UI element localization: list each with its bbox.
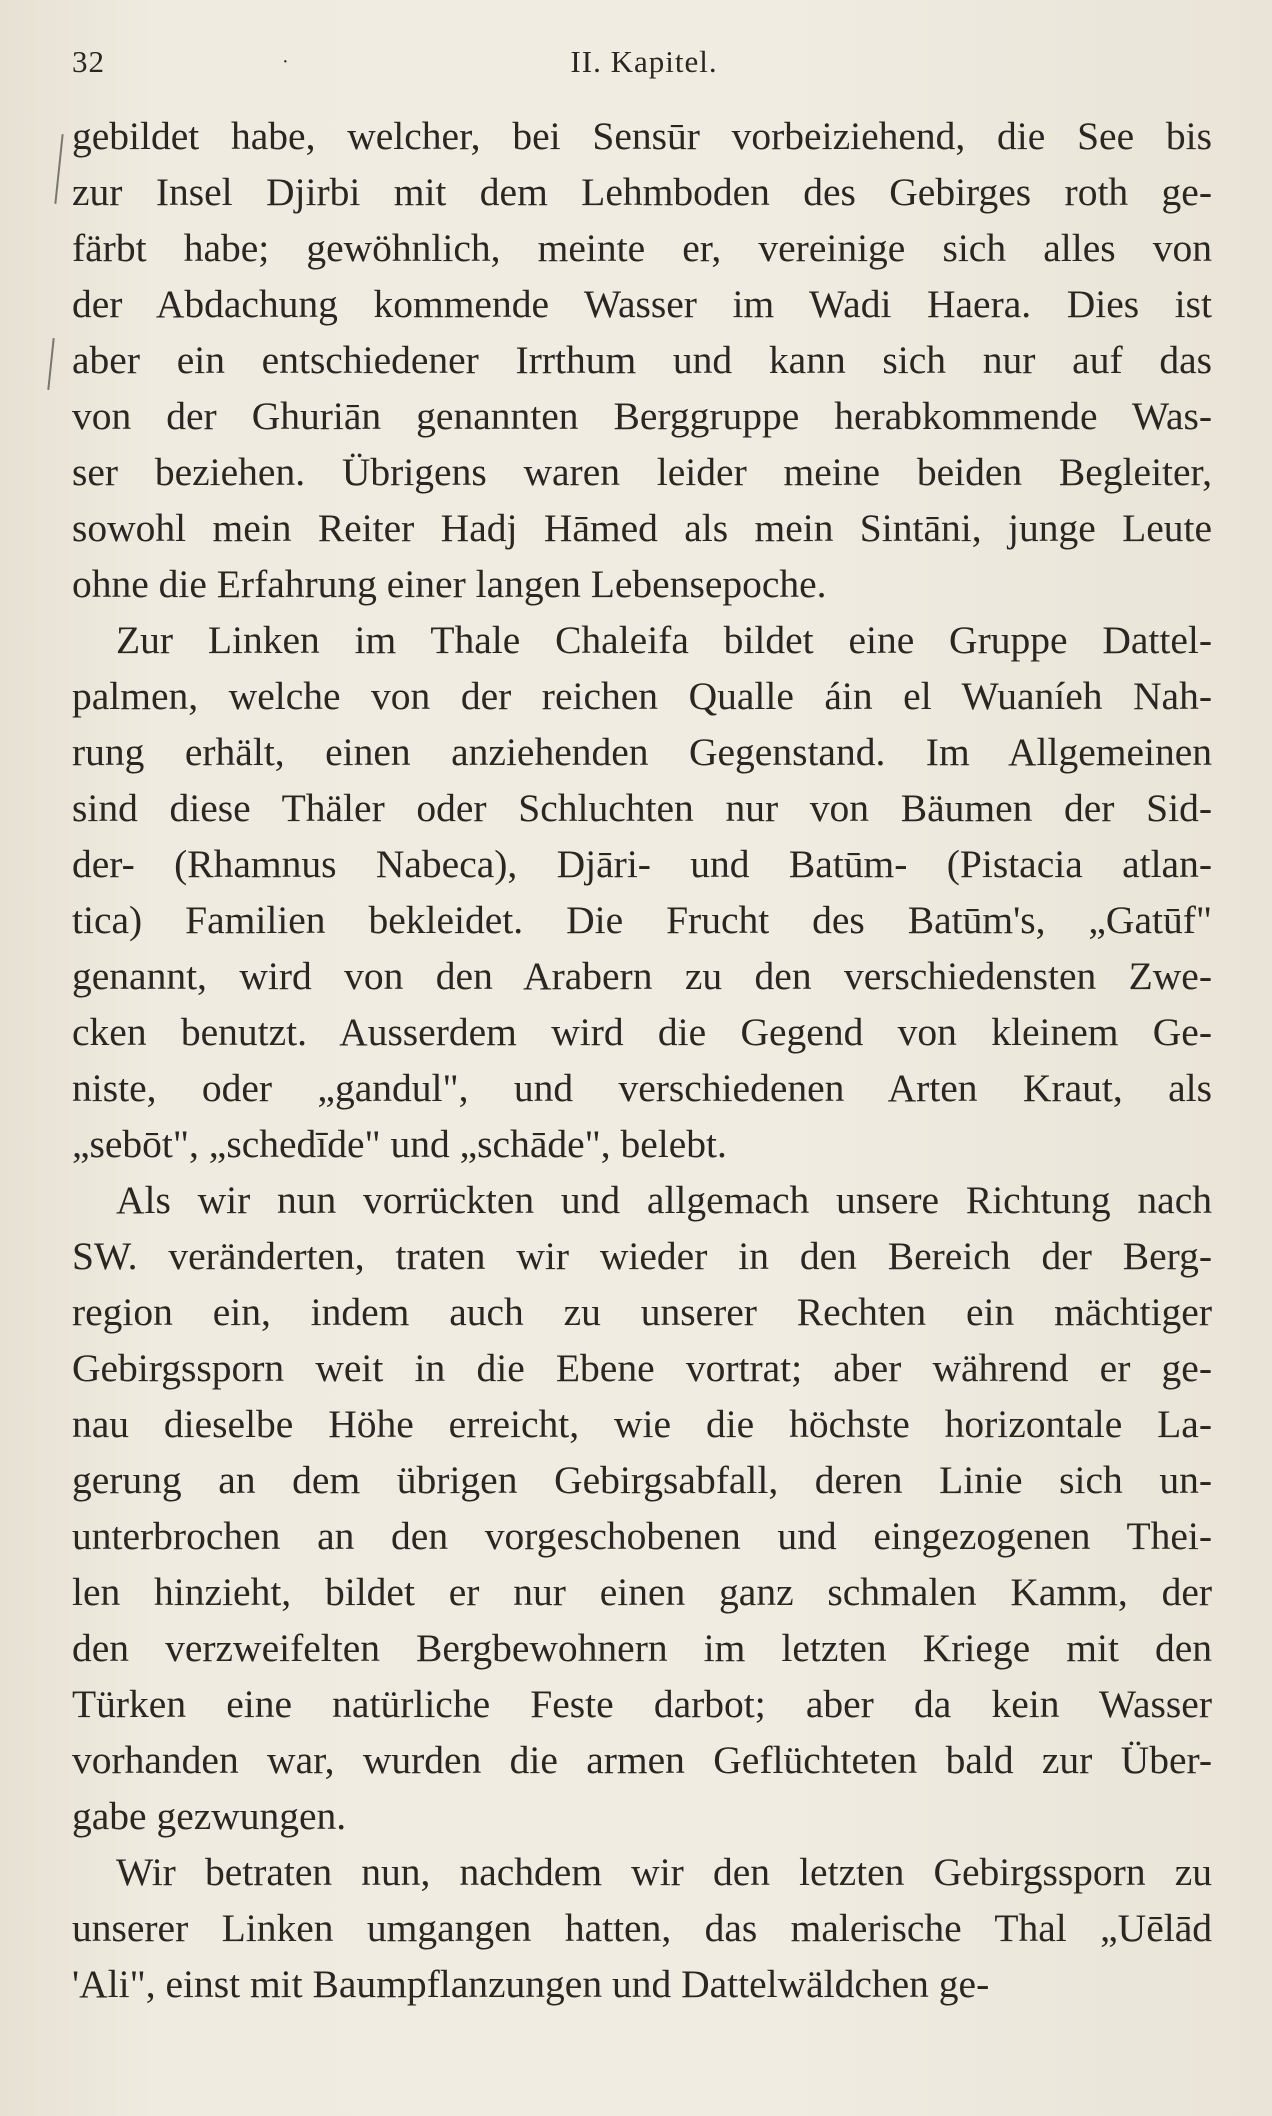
text-line: SW. veränderten, traten wir wieder in den Bereich der Berg- xyxy=(72,1234,1212,1278)
running-title: II. Kapitel. xyxy=(570,44,718,79)
paragraph xyxy=(72,612,1212,1172)
text-line: vorhanden war, wurden die armen Geflüchteten bald zur Über- xyxy=(72,1738,1212,1782)
text-line: cken benutzt. Ausserdem wird die Gegend von kleinem Ge- xyxy=(72,1010,1212,1054)
text-line: len hinzieht, bildet er nur einen ganz schmalen Kamm, der xyxy=(72,1570,1212,1614)
text-line: unserer Linken umgangen hatten, das malerische Thal „Uēlād xyxy=(72,1906,1212,1950)
margin-pencil-mark xyxy=(54,134,63,204)
text-line: färbt habe; gewöhnlich, meinte er, vereinige sich alles von xyxy=(72,226,1212,270)
text-line: 'Ali", einst mit Baumpflanzungen und Dattelwäldchen ge- xyxy=(72,1962,990,2006)
text-line: sowohl mein Reiter Hadj Hāmed als mein Sintāni, junge Leute xyxy=(72,506,1212,550)
text-line: ohne die Erfahrung einer langen Lebensepoche. xyxy=(72,562,827,606)
header-dot: · xyxy=(282,50,290,73)
text-line: palmen, welche von der reichen Qualle áin el Wuaníeh Nah- xyxy=(72,674,1212,718)
text-line: gebildet habe, welcher, bei Sensūr vorbeiziehend, die See bis xyxy=(72,114,1212,158)
text-line: von der Ghuriān genannten Berggruppe herabkommende Was- xyxy=(72,394,1212,438)
text-line: Wir betraten nun, nachdem wir den letzten Gebirgssporn zu xyxy=(116,1850,1212,1894)
text-line: der- (Rhamnus Nabeca), Djāri- und Batūm- (Pistacia atlan- xyxy=(72,842,1212,886)
text-line: Zur Linken im Thale Chaleifa bildet eine Gruppe Dattel- xyxy=(116,618,1212,662)
text-line: niste, oder „gandul", und verschiedenen Arten Kraut, als xyxy=(72,1066,1212,1110)
text-line: tica) Familien bekleidet. Die Frucht des Batūm's, „Gatūf" xyxy=(72,898,1212,942)
text-line: den verzweifelten Bergbewohnern im letzten Kriege mit den xyxy=(72,1626,1212,1670)
page-number: 32 xyxy=(72,44,105,79)
text-line: region ein, indem auch zu unserer Rechten ein mächtiger xyxy=(72,1290,1212,1334)
text-line: ser beziehen. Übrigens waren leider meine beiden Begleiter, xyxy=(72,450,1212,494)
text-line: „sebōt", „schedīde" und „schāde", belebt. xyxy=(72,1122,727,1166)
text-line: Gebirgssporn weit in die Ebene vortrat; aber während er ge- xyxy=(72,1346,1212,1390)
text-line: Als wir nun vorrückten und allgemach unsere Richtung nach xyxy=(116,1178,1212,1222)
text-line: Türken eine natürliche Feste darbot; aber da kein Wasser xyxy=(72,1682,1212,1726)
text-line: gabe gezwungen. xyxy=(72,1794,347,1838)
text-line: gerung an dem übrigen Gebirgsabfall, deren Linie sich un- xyxy=(72,1458,1212,1502)
paragraph xyxy=(72,108,1212,612)
text-line: sind diese Thäler oder Schluchten nur von Bäumen der Sid- xyxy=(72,786,1212,830)
text-line: unterbrochen an den vorgeschobenen und eingezogenen Thei- xyxy=(72,1514,1212,1558)
text-line: der Abdachung kommende Wasser im Wadi Haera. Dies ist xyxy=(72,282,1212,326)
page-header xyxy=(72,42,1216,82)
text-line: genannt, wird von den Arabern zu den verschiedensten Zwe- xyxy=(72,954,1212,998)
body-text xyxy=(72,108,1212,2012)
text-line: zur Insel Djirbi mit dem Lehmboden des Gebirges roth ge- xyxy=(72,170,1212,214)
text-line: nau dieselbe Höhe erreicht, wie die höchste horizontale La- xyxy=(72,1402,1212,1446)
text-line: aber ein entschiedener Irrthum und kann sich nur auf das xyxy=(72,338,1212,382)
paragraph xyxy=(72,1844,1212,2012)
margin-pencil-mark xyxy=(47,338,54,390)
text-line: rung erhält, einen anziehenden Gegenstand. Im Allgemeinen xyxy=(72,730,1212,774)
paragraph xyxy=(72,1172,1212,1844)
